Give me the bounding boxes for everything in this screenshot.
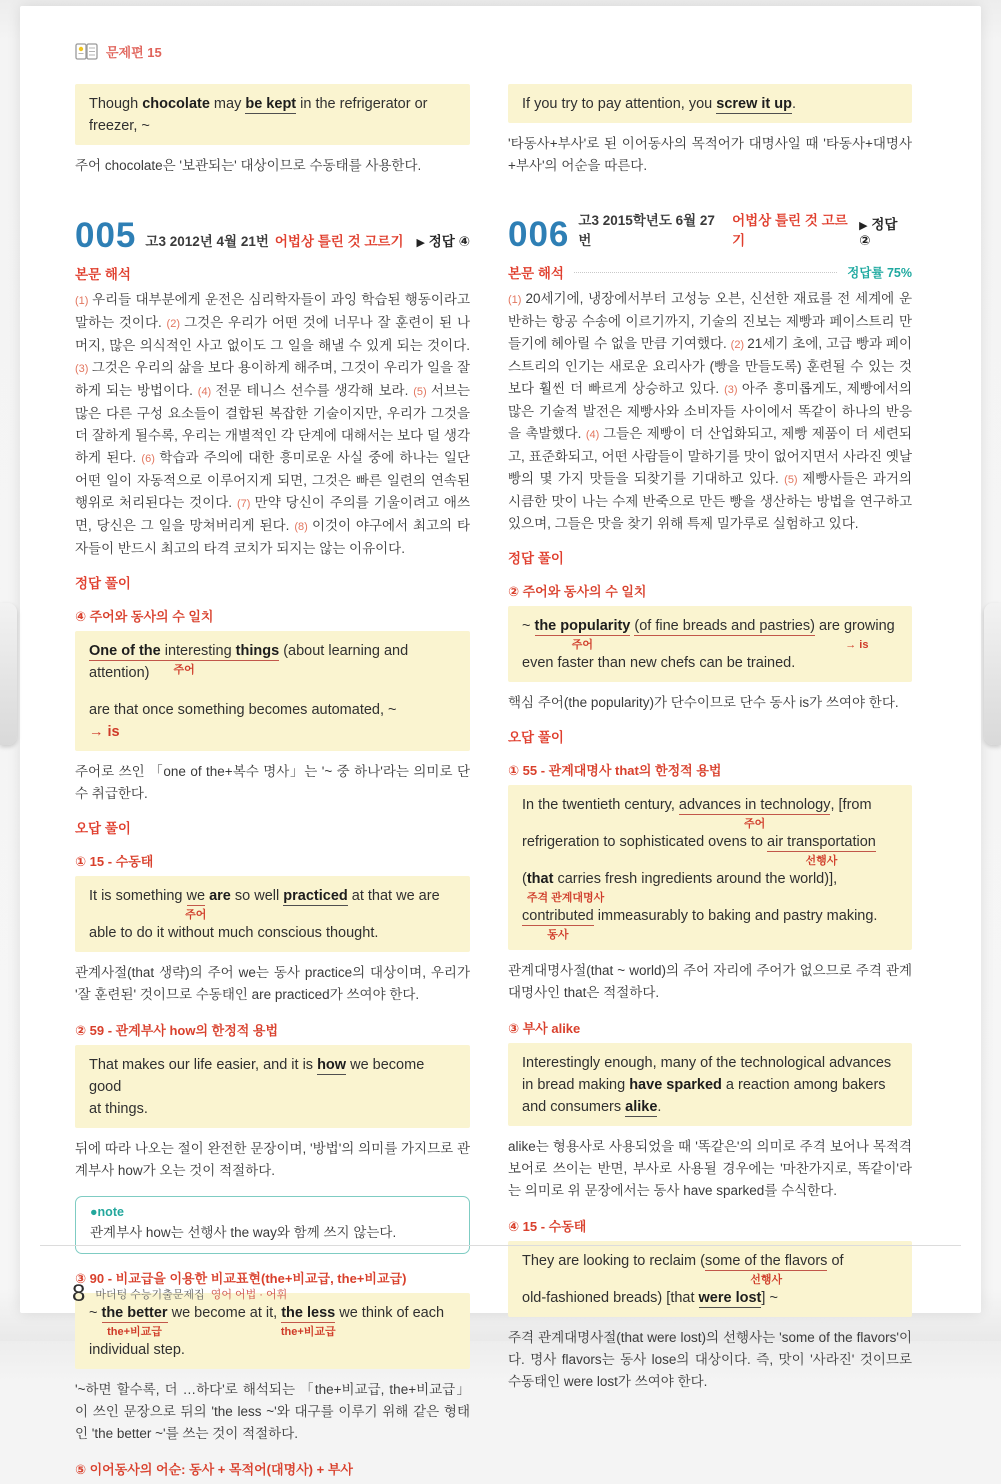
section-wrong-heading: 오답 풀이 — [75, 821, 131, 836]
open-book-icon — [75, 43, 98, 60]
example-box — [75, 876, 470, 952]
text-segment: we become good — [89, 1057, 425, 1095]
text-segment: individual step. — [89, 1342, 185, 1358]
example-line — [522, 93, 898, 115]
question-number: 005 — [75, 216, 137, 255]
explanation-text: '타동사+부사'로 된 이어동사의 목적어가 대명사일 때 '타동사+대명사+부사'의 어순을 따른다. — [508, 136, 912, 173]
sentence-number: (2) — [166, 318, 185, 330]
example-box — [508, 606, 912, 682]
wrong-item-heading: ① 55 - 관계대명사 that의 한정적 용법 — [508, 763, 722, 778]
text-segment: old-fashioned breads) [that — [522, 1290, 699, 1306]
explanation-text: '~하면 할수록, 더 …하다'로 해석되는 「the+비교급, the+비교급」이 쓰인 문장으로 뒤의 'the less ~'와 대구를 이루기 위해 같은 형태인 'the better ~'를 쓰는 것이 적절하다. — [75, 1382, 470, 1441]
text-segment: Interestingly enough, many of the technological advances — [522, 1055, 892, 1071]
question-meta: 고3 2015학년도 6월 27번 — [578, 213, 715, 248]
example-box — [75, 631, 470, 751]
text-segment: That makes our life easier, and it is — [89, 1057, 318, 1073]
sentence-text: 전문 테니스 선수를 생각해 보라. — [215, 383, 414, 398]
sentence-number: (2) — [730, 339, 748, 351]
section-wrong-heading: 오답 풀이 — [508, 730, 564, 745]
example-line — [522, 868, 898, 904]
wrong-item-heading: ① 15 - 수동태 — [75, 854, 154, 869]
grammar-label: 주어 — [744, 818, 766, 830]
text-segment: in the refrigerator or — [296, 96, 428, 112]
text-segment: able to do it without much conscious thought. — [89, 925, 379, 941]
answer-badge: ▶ 정답 ② — [859, 217, 898, 248]
question-type: 어법상 틀린 것 고르기 — [274, 234, 404, 249]
example-line — [89, 699, 456, 721]
grammar-label: 선행사 — [750, 1274, 783, 1286]
text-segment: advances in technology 주어 — [678, 797, 831, 830]
text-segment: contributed 동사 — [522, 908, 594, 941]
example-line — [89, 885, 456, 921]
text-segment: we think of each — [335, 1305, 445, 1321]
example-line — [522, 1096, 898, 1118]
example-line — [522, 1287, 898, 1309]
example-box — [75, 84, 470, 145]
text-segment: , [from — [830, 797, 872, 813]
note-text: 관계부사 how는 선행사 the way와 함께 쓰지 않는다. — [90, 1225, 397, 1240]
section-translation-row — [508, 262, 912, 282]
text-segment: at that we are — [347, 888, 440, 904]
text-segment: a reaction among bakers — [721, 1077, 886, 1093]
question-meta: 고3 2012년 4월 21번 — [145, 234, 269, 249]
sentence-text: 만약 당신이 주의를 기울이려고 애쓰면, 당신은 그 일을 망쳐버리게 된다. — [75, 495, 470, 533]
explanation-text: 주격 관계대명사절(that were lost)의 선행사는 'some of the flavors'이다. 명사 flavors는 동사 lose의 대상이다. 즉, 맛이 '사라진' 것이므로 수동태인 were lost가 쓰여야 한다. — [508, 1330, 912, 1389]
text-segment: have sparked — [629, 1077, 722, 1093]
grammar-label: 동사 — [547, 929, 569, 941]
text-segment: we 주어 — [185, 888, 207, 921]
sentence-text: 제빵사들은 과거의 시큼한 맛이 나는 수제 반죽으로 만든 빵을 생산하는 방법을 연구하고 있으며, 그들은 맛을 찾기 위해 특제 밀가루로 실험하고 있다. — [508, 471, 913, 531]
sentence-number: (3) — [724, 384, 742, 396]
grammar-label: 주어 — [185, 909, 207, 921]
example-line — [522, 794, 898, 830]
sentence-number: (1) — [508, 294, 526, 306]
sentence-number: (5) — [784, 474, 803, 486]
explanation-text: alike는 형용사로 사용되었을 때 '똑같은'의 의미로 주격 보어나 목적격 보어로 쓰이는 반면, 부사로 사용될 경우에는 '마찬가지로, 똑같이'라는 의미로 위 문장에서는 동사 have sparked를 수식한다. — [508, 1139, 912, 1198]
triangle-marker-icon: ▶ — [859, 220, 868, 232]
left-column — [75, 82, 470, 1484]
example-box — [508, 1043, 912, 1126]
wrong-item-heading: ④ 15 - 수동태 — [508, 1219, 587, 1234]
question-005-header — [75, 216, 470, 255]
problem-book-page-ref: 문제편 15 — [106, 45, 162, 60]
example-line — [89, 1302, 456, 1338]
sentence-text: 20세기에, 냉장에서부터 고성능 오븐, 신선한 재료를 전 세계에 운반하는 항공 수송에 이르기까지, 기술의 진보는 제빵과 페이스트리 만들기에 헤아릴 수 없을 만큼 기여했다. — [508, 291, 912, 351]
sentence-number: (7) — [236, 498, 255, 510]
question-006-header — [508, 209, 912, 254]
grammar-label: 주어 — [173, 664, 195, 676]
next-page-handle[interactable] — [984, 603, 1001, 745]
section-translation-heading: 본문 해석 — [508, 266, 564, 281]
text-segment: how — [317, 1057, 347, 1073]
text-segment: some of the flavors 선행사 — [704, 1253, 828, 1286]
text-segment: interesting — [160, 643, 236, 659]
text-segment: ~ — [89, 1305, 102, 1321]
grammar-label: the+비교급 — [280, 1326, 336, 1338]
text-segment: . — [657, 1099, 662, 1115]
sentence-number: (1) — [75, 295, 93, 307]
example-line — [89, 1098, 456, 1120]
translation-paragraph — [75, 289, 470, 560]
text-segment: the better the+비교급 — [101, 1305, 168, 1338]
question-number: 006 — [508, 215, 570, 254]
text-segment: are — [209, 888, 231, 904]
sentence-number: (3) — [75, 363, 92, 375]
text-segment: in bread making — [522, 1077, 630, 1093]
wrong-item-heading: ② 59 - 관계부사 how의 한정적 용법 — [75, 1023, 279, 1038]
question-type: 어법상 틀린 것 고르기 — [732, 213, 848, 248]
explanation-text: 뒤에 따라 나오는 절이 완전한 문장이며, '방법'의 의미를 가지므로 관계부사 how가 오는 것이 적절하다. — [75, 1141, 470, 1178]
translation-paragraph — [508, 288, 912, 535]
explanation-text: 핵심 주어(the popularity)가 단수이므로 단수 동사 is가 쓰여야 한다. — [508, 695, 899, 710]
sentence-text: 그들은 제빵이 더 산업화되고, 제빵 제품이 더 세련되고, 표준화되고, 어떤 사람들이 말하기를 맛이 없어지면서 사라진 옛날 빵의 몇 가지 맛들을 되찾기를 기대하고 있다. — [508, 426, 912, 486]
text-segment: chocolate — [142, 96, 210, 112]
grammar-label: the+비교급 — [107, 1326, 162, 1338]
text-segment: were lost — [698, 1290, 762, 1306]
section-correct-heading: 정답 풀이 — [75, 576, 131, 591]
right-column — [508, 82, 912, 1403]
text-segment: the popularity 주어 — [534, 618, 631, 651]
sentence-number: (4) — [585, 429, 604, 441]
sentence-text: 아주 흥미롭게도, 제빵에서의 많은 기술적 발전은 제빵사와 소비자들 사이에서 똑같이 하나의 반응을 촉발했다. — [508, 381, 912, 441]
text-segment: of — [827, 1253, 844, 1269]
grammar-label: 주격 관계대명사 — [526, 892, 605, 904]
sentence-text: 이것이 야구에서 최고의 타자들이 반드시 최고의 타격 코치가 되지는 않는 이유이다. — [75, 518, 471, 556]
text-segment: the less the+비교급 — [280, 1305, 336, 1338]
text-segment: In the twentieth century, — [522, 797, 679, 813]
example-line — [522, 1250, 898, 1286]
example-line — [522, 831, 898, 867]
example-line — [89, 922, 456, 944]
text-segment: are that once something becomes automated, ~ — [89, 702, 397, 718]
example-box — [75, 1045, 470, 1128]
explanation-text: 관계대명사절(that ~ world)의 주어 자리에 주어가 없으므로 주격 관계대명사인 that은 적절하다. — [508, 963, 912, 1000]
example-box — [508, 785, 912, 950]
book-subject: 영어 어법 · 어휘 — [210, 1289, 288, 1301]
note-label: ●note — [90, 1205, 124, 1219]
grammar-label: 선행사 — [805, 855, 838, 867]
text-segment: at things. — [89, 1101, 148, 1117]
prev-page-handle[interactable] — [0, 603, 17, 745]
text-segment: be kept — [245, 96, 297, 112]
text-segment: If you try to pay attention, you — [522, 96, 717, 112]
text-segment: They are looking to reclaim ( — [522, 1253, 705, 1269]
text-segment: carries fresh ingredients around the world)], — [553, 871, 838, 887]
sentence-text: 그것은 우리의 삶을 보다 용이하게 해주며, 그것이 우리가 일을 잘하게 되는 방법이다. — [75, 360, 471, 398]
text-segment: screw it up — [716, 96, 792, 112]
correct-item-heading: ④ 주어와 동사의 수 일치 — [75, 609, 214, 624]
text-segment: even faster than new chefs can be trained. — [522, 655, 796, 671]
sentence-text: 21세기 초에, 고급 빵과 페이스트리의 인기는 새로운 요리사가 (빵을 만들도록) 훈련될 수 있는 것보다 훨씬 더 빠르게 상승하고 있다. — [508, 336, 912, 396]
text-segment: ] ~ — [761, 1290, 778, 1306]
text-segment: things — [235, 643, 280, 659]
text-segment: we become at it, — [167, 1305, 282, 1321]
text-segment: alike — [625, 1099, 658, 1115]
answer-badge: ▶ 정답 ④ — [416, 234, 470, 249]
sentence-text: 학습과 주의에 대한 흥미로운 사실 중에 하나는 일단 어떤 일이 자동적으로 이루어지게 되면, 그것은 빠른 일련의 연속된 행위로 처리된다는 것이다. — [75, 450, 471, 510]
example-line — [89, 721, 456, 743]
answer-rate: 정답률 75% — [847, 266, 912, 280]
text-segment: immeasurably to baking and pastry making. — [593, 908, 878, 924]
text-segment: → is — [89, 724, 120, 740]
triangle-marker-icon: ▶ — [416, 237, 425, 249]
text-segment: that 주격 관계대명사 — [526, 871, 605, 904]
sentence-number: (6) — [141, 453, 160, 465]
section-translation-heading: 본문 해석 — [75, 267, 131, 282]
sentence-number: (8) — [294, 521, 312, 533]
sentence-text: 그것은 우리가 어떤 것에 너무나 잘 훈련이 된 나머지, 많은 의식적인 사고 없이도 그 일을 해낼 수 있게 되는 것이다. — [75, 315, 471, 353]
footer-divider — [40, 1245, 961, 1246]
wrong-item-heading: ③ 90 - 비교급을 이용한 비교표현(the+비교급, the+비교급) — [75, 1271, 407, 1286]
example-line — [89, 640, 456, 684]
sentence-number: (5) — [413, 386, 431, 398]
sentence-number: (4) — [197, 386, 216, 398]
example-box — [508, 84, 912, 123]
text-segment: freezer, ~ — [89, 118, 150, 134]
grammar-label: → is — [845, 639, 869, 651]
explanation-text: 주어로 쓰인 「one of the+복수 명사」는 '~ 중 하나'라는 의미로 단수 취급한다. — [75, 764, 470, 801]
wrong-item-heading: ⑤ 이어동사의 어순: 동사 + 목적어(대명사) + 부사 — [75, 1462, 353, 1477]
page-header — [75, 42, 162, 61]
example-line — [89, 1339, 456, 1361]
explanation-text: 관계사절(that 생략)의 주어 we는 동사 practice의 대상이며, 우리가 '잘 훈련된' 것이므로 수동태인 are practiced가 쓰여야 한다. — [75, 965, 470, 1002]
example-line — [522, 905, 898, 941]
text-segment: practiced — [283, 888, 348, 904]
explanation-text: 주어 chocolate은 '보관되는' 대상이므로 수동태를 사용한다. — [75, 158, 422, 173]
text-segment: It is something — [89, 888, 187, 904]
example-line — [522, 615, 898, 651]
text-segment: Though — [89, 96, 143, 112]
text-segment: so well — [230, 888, 284, 904]
text-segment: ~ — [522, 618, 535, 634]
example-line — [522, 652, 898, 674]
text-segment: One of the — [89, 643, 161, 659]
text-segment: (about learning and attention) — [89, 643, 409, 681]
text-segment: and consumers — [522, 1099, 626, 1115]
example-line — [522, 1052, 898, 1074]
sentence-text: 우리들 대부분에게 운전은 심리학자들이 과잉 학습된 행동이라고 말하는 것이다. — [75, 292, 470, 330]
example-box — [508, 1241, 912, 1317]
text-segment: air transportation 선행사 — [767, 834, 876, 867]
wrong-item-heading: ③ 부사 alike — [508, 1021, 581, 1036]
correct-item-heading: ② 주어와 동사의 수 일치 — [508, 584, 647, 599]
grammar-label: 주어 — [571, 639, 594, 651]
sentence-text: 서브는 많은 다른 구성 요소들이 결합된 복잡한 기술이지만, 우리가 그것을 더 잘하게 될수록, 우리는 개별적인 각 단계에 대해서는 보다 덜 생각하게 된다. — [75, 383, 470, 465]
dotted-leader — [574, 271, 837, 273]
book-title: 마더텅 수능기출문제집 — [95, 1289, 205, 1301]
page-footer — [72, 1280, 288, 1307]
text-segment: refrigeration to sophisticated ovens to — [522, 834, 768, 850]
example-line — [522, 1074, 898, 1096]
section-correct-heading: 정답 풀이 — [508, 551, 564, 566]
text-segment: ( — [522, 871, 527, 887]
page-number: 8 — [72, 1280, 86, 1307]
text-segment: are growing → is — [818, 618, 895, 651]
text-segment: may — [209, 96, 246, 112]
example-line — [89, 115, 456, 137]
example-line — [89, 93, 456, 115]
text-segment: (of fine breads and pastries) — [634, 618, 815, 634]
text-segment: . — [792, 96, 797, 112]
example-line — [89, 1054, 456, 1098]
